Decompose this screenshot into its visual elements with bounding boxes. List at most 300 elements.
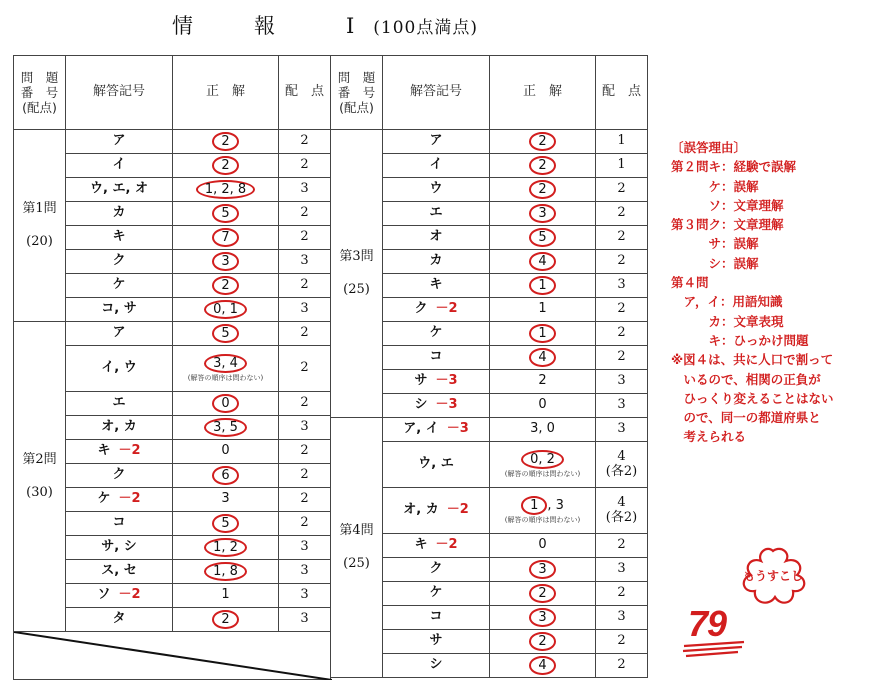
title-part1: 情: [171, 14, 194, 38]
points-cell: [279, 536, 331, 560]
points-cell: [279, 226, 331, 250]
circled-answer: 2: [529, 584, 555, 603]
table-header-row: [331, 56, 648, 130]
answer-cell: [490, 442, 596, 488]
title-part2: 報: [253, 14, 276, 38]
symbol-cell: [66, 154, 173, 178]
points-cell: [596, 370, 648, 394]
answer-value: [529, 562, 555, 577]
points-value: 3: [617, 561, 626, 577]
deduction-mark: －3: [435, 397, 458, 413]
table-row: [14, 322, 331, 346]
diagonal-blank-cell: [14, 632, 331, 680]
header-points: 配 点: [279, 56, 331, 130]
table-row: [331, 418, 648, 442]
reason-line: キ：ひっかけ問題: [671, 332, 809, 348]
points-value: 2: [300, 395, 309, 411]
points-cell: [596, 202, 648, 226]
answer-value: [204, 302, 247, 317]
answer-cell: [490, 298, 596, 322]
circled-answer: 3: [529, 204, 555, 223]
table-header-row: [14, 56, 331, 130]
symbol-cell: [383, 394, 490, 418]
answer-value: [529, 206, 555, 221]
points-value: 2: [617, 585, 626, 601]
points-value: 2: [300, 277, 309, 293]
points-cell: [596, 250, 648, 274]
answer-value: [204, 540, 247, 555]
answer-text: 3, 0: [530, 421, 555, 437]
answer-symbol: ソ: [97, 587, 111, 603]
answer-text: 0: [538, 537, 547, 553]
answer-cell: [173, 560, 279, 584]
deduction-mark: －2: [435, 301, 458, 317]
score-value: 79: [688, 603, 727, 644]
points-value: 2: [617, 301, 626, 317]
answer-symbol: シ: [429, 657, 443, 673]
symbol-cell: [383, 226, 490, 250]
points-cell: [279, 346, 331, 392]
answer-symbol: キ: [429, 277, 443, 293]
deduction-mark: －2: [118, 443, 141, 459]
answer-cell: [490, 534, 596, 558]
deduction-mark: －3: [446, 421, 469, 437]
answer-cell: [173, 154, 279, 178]
answer-cell: [173, 130, 279, 154]
points-value: 3: [617, 277, 626, 293]
points-cell: [279, 130, 331, 154]
answer-text: 1: [221, 587, 230, 603]
reason-line: サ：誤解: [671, 236, 759, 252]
points-cell: [279, 488, 331, 512]
answer-value: [212, 134, 238, 149]
answer-value: [529, 182, 555, 197]
answer-text: 3: [221, 491, 230, 507]
points-value: 3: [617, 373, 626, 389]
answer-cell: [490, 370, 596, 394]
answer-value: [530, 421, 555, 436]
answer-cell: [490, 322, 596, 346]
points-cell: [279, 464, 331, 488]
answer-value: [212, 468, 238, 483]
points-value: 3: [300, 301, 309, 317]
symbol-cell: [383, 418, 490, 442]
answer-symbol: コ, サ: [101, 301, 137, 317]
deduction-mark: －2: [118, 491, 141, 507]
points-cell: [596, 154, 648, 178]
circled-answer: 3, 4: [204, 354, 247, 373]
circled-answer: 1: [529, 324, 555, 343]
answer-symbol: ケ: [429, 325, 443, 341]
points-value: 2: [617, 205, 626, 221]
points-value: 4: [617, 494, 626, 510]
order-note: (解答の順序は問わない): [504, 516, 581, 524]
answer-cell: [490, 250, 596, 274]
symbol-cell: [66, 202, 173, 226]
points-value: 1: [617, 157, 626, 173]
answer-value: [529, 278, 555, 293]
points-value: 3: [300, 539, 309, 555]
error-reasons-note: [671, 138, 891, 447]
section-cell: [14, 130, 66, 322]
answer-value: [212, 278, 238, 293]
answer-table-left: [13, 55, 331, 680]
symbol-cell: [66, 392, 173, 416]
symbol-cell: [383, 274, 490, 298]
points-value: 3: [300, 419, 309, 435]
circled-answer: 2: [529, 632, 555, 651]
symbol-cell: [383, 488, 490, 534]
table-row: [331, 130, 648, 154]
points-cell: [279, 298, 331, 322]
reason-line: カ：文章表現: [671, 313, 784, 329]
answer-value: [212, 612, 238, 627]
answer-symbol: キ: [112, 229, 126, 245]
section-name: 第4問: [339, 522, 374, 538]
circled-answer: 2: [212, 132, 238, 151]
circled-answer: 0, 2: [521, 450, 564, 469]
answer-symbol: ク: [112, 467, 126, 483]
answer-value: [529, 158, 555, 173]
answer-cell: [173, 536, 279, 560]
circled-answer: 3: [529, 608, 555, 627]
symbol-cell: [66, 178, 173, 202]
answer-cell: [490, 274, 596, 298]
symbol-cell: [383, 130, 490, 154]
symbol-cell: [383, 370, 490, 394]
section-cell: [331, 418, 383, 678]
points-value: 2: [617, 537, 626, 553]
points-cell: [279, 416, 331, 440]
circled-answer: 1: [521, 496, 547, 515]
answer-value: [212, 516, 238, 531]
symbol-cell: [66, 346, 173, 392]
symbol-cell: [383, 322, 490, 346]
points-value: 1: [617, 133, 626, 149]
answer-cell: [173, 250, 279, 274]
answer-value: [221, 587, 229, 602]
answer-symbol: イ: [112, 157, 126, 173]
answer-symbol: イ, ウ: [101, 360, 137, 376]
points-value: 3: [300, 253, 309, 269]
reason-line: 第３問ク：文章理解: [671, 217, 784, 233]
reason-line: ので、同一の都道府県と: [671, 410, 821, 426]
answer-symbol: ア: [429, 133, 443, 149]
points-value: 3: [617, 421, 626, 437]
answer-value: [529, 586, 555, 601]
circled-answer: 2: [529, 156, 555, 175]
points-value: 2: [300, 205, 309, 221]
section-name: 第1問: [22, 200, 57, 216]
points-cell: [596, 178, 648, 202]
sakura-stamp: [731, 547, 815, 609]
points-value: 2: [300, 229, 309, 245]
points-value: 2: [617, 229, 626, 245]
points-value: 2: [300, 325, 309, 341]
answer-text: 0: [221, 443, 230, 459]
points-value: 3: [617, 397, 626, 413]
answer-cell: [173, 298, 279, 322]
deduction-mark: －2: [118, 587, 141, 603]
answer-value: [212, 206, 238, 221]
header-symbol: 解答記号: [383, 56, 490, 130]
symbol-cell: [383, 298, 490, 322]
answer-value: [529, 350, 555, 365]
answer-cell: [490, 130, 596, 154]
circled-answer: 2: [212, 610, 238, 629]
points-cell: [596, 418, 648, 442]
points-cell: [596, 654, 648, 678]
circled-answer: 3, 5: [204, 418, 247, 437]
points-cell: [596, 274, 648, 298]
answer-symbol: ケ: [97, 491, 111, 507]
answer-value: [529, 634, 555, 649]
circled-answer: 3: [529, 560, 555, 579]
answer-value: [521, 498, 564, 513]
answer-cell: [173, 178, 279, 202]
answer-symbol: ア: [112, 133, 126, 149]
header-question-number: 問 題 番 号 (配点): [14, 56, 66, 130]
answer-symbol: イ: [429, 157, 443, 173]
answer-value: [538, 397, 546, 412]
answer-cell: [173, 416, 279, 440]
title-part4: (100点満点): [373, 18, 478, 38]
circled-answer: 0, 1: [204, 300, 247, 319]
points-value: 2: [617, 181, 626, 197]
answer-symbol: ア: [112, 325, 126, 341]
points-cell: [279, 202, 331, 226]
points-cell: [279, 560, 331, 584]
answer-value: [204, 420, 247, 435]
score-underline: [680, 640, 750, 658]
reason-line: 〔誤答理由〕: [671, 140, 747, 155]
table-row: [14, 130, 331, 154]
points-cell: [596, 534, 648, 558]
circled-answer: 1, 2: [204, 538, 247, 557]
section-cell: [14, 322, 66, 632]
answer-cell: [490, 654, 596, 678]
order-note: (解答の順序は問わない): [187, 374, 264, 382]
answer-symbol: ケ: [429, 585, 443, 601]
points-cell: [279, 608, 331, 632]
points-cell: [596, 630, 648, 654]
reason-line: ソ：文章理解: [671, 197, 784, 213]
answer-symbol: コ: [429, 609, 443, 625]
points-value: 2: [300, 443, 309, 459]
answer-cell: [173, 202, 279, 226]
deduction-mark: －2: [446, 502, 469, 518]
points-cell: [279, 178, 331, 202]
points-cell: [596, 488, 648, 534]
diagonal-line: [14, 632, 332, 680]
answer-cell: [490, 394, 596, 418]
section-points: (20): [26, 233, 53, 249]
points-value: 2: [300, 133, 309, 149]
answer-value: [221, 443, 229, 458]
symbol-cell: [383, 630, 490, 654]
answer-value: [529, 658, 555, 673]
points-each: (各2): [605, 463, 638, 479]
points-value: 3: [617, 609, 626, 625]
answer-symbol: サ: [414, 373, 428, 389]
answer-symbol: サ, シ: [101, 539, 137, 555]
answer-cell: [490, 154, 596, 178]
points-each: (各2): [605, 509, 638, 525]
header-answer: 正 解: [173, 56, 279, 130]
points-value: 3: [300, 611, 309, 627]
points-cell: [279, 584, 331, 608]
answer-symbol: ク: [414, 301, 428, 317]
symbol-cell: [66, 440, 173, 464]
answer-value: [529, 134, 555, 149]
circled-answer: 1, 8: [204, 562, 247, 581]
section-name: 第3問: [339, 248, 374, 264]
answer-value: [196, 182, 255, 197]
points-cell: [596, 130, 648, 154]
reason-line: 第２問キ：経験で誤解: [671, 159, 797, 175]
points-value: 3: [300, 181, 309, 197]
symbol-cell: [66, 512, 173, 536]
answer-symbol: ス, セ: [101, 563, 137, 579]
symbol-cell: [66, 298, 173, 322]
answer-cell: [490, 606, 596, 630]
answer-symbol: タ: [112, 611, 126, 627]
symbol-cell: [383, 178, 490, 202]
symbol-cell: [383, 202, 490, 226]
points-cell: [279, 322, 331, 346]
symbol-cell: [66, 322, 173, 346]
reason-line: 考えられる: [671, 429, 747, 445]
answer-cell: [173, 584, 279, 608]
symbol-cell: [66, 226, 173, 250]
symbol-cell: [383, 606, 490, 630]
answer-symbol: オ, カ: [403, 502, 439, 518]
symbol-cell: [66, 608, 173, 632]
deduction-mark: －3: [435, 373, 458, 389]
circled-answer: 2: [529, 180, 555, 199]
answer-symbol: コ: [429, 349, 443, 365]
reason-line: ケ：誤解: [671, 178, 759, 194]
answer-symbol: ウ: [429, 181, 443, 197]
answer-value: [521, 452, 564, 467]
answer-table-right: [330, 55, 648, 678]
answer-symbol: ク: [429, 561, 443, 577]
points-cell: [596, 346, 648, 370]
symbol-cell: [66, 130, 173, 154]
points-value: 2: [300, 157, 309, 173]
section-points: (30): [26, 484, 53, 500]
answer-symbol: カ: [112, 205, 126, 221]
order-note: (解答の順序は問わない): [504, 470, 581, 478]
points-value: 2: [617, 349, 626, 365]
answer-symbol: ケ: [112, 277, 126, 293]
circled-answer: 5: [529, 228, 555, 247]
answer-value: [529, 326, 555, 341]
answer-symbol: ウ, エ: [418, 456, 454, 472]
points-cell: [596, 606, 648, 630]
circled-answer: 2: [529, 132, 555, 151]
points-cell: [596, 582, 648, 606]
answer-cell: [173, 322, 279, 346]
circled-answer: 5: [212, 324, 238, 343]
answer-text: 0: [538, 397, 547, 413]
answer-symbol: キ: [97, 443, 111, 459]
answer-symbol: オ, カ: [101, 419, 137, 435]
symbol-cell: [66, 560, 173, 584]
answer-text: 2: [538, 373, 547, 389]
title-part3: Ⅰ: [345, 14, 356, 38]
points-cell: [596, 298, 648, 322]
points-value: 2: [617, 325, 626, 341]
answer-value: [529, 230, 555, 245]
symbol-cell: [66, 416, 173, 440]
header-symbol: 解答記号: [66, 56, 173, 130]
answer-value: [204, 356, 247, 371]
reason-line: いるので、相関の正負が: [671, 371, 821, 387]
circled-answer: 5: [212, 204, 238, 223]
points-cell: [279, 440, 331, 464]
answer-symbol: サ: [429, 633, 443, 649]
points-value: 3: [300, 563, 309, 579]
answer-value: [204, 564, 247, 579]
symbol-cell: [383, 250, 490, 274]
answer-symbol: ク: [112, 253, 126, 269]
symbol-cell: [383, 558, 490, 582]
answer-cell: [173, 512, 279, 536]
points-cell: [596, 226, 648, 250]
answer-value: [538, 301, 546, 316]
answer-value: [212, 254, 238, 269]
answer-cell: [173, 488, 279, 512]
circled-answer: 4: [529, 656, 555, 675]
answer-symbol: エ: [112, 395, 126, 411]
reason-line: シ：誤解: [671, 255, 759, 271]
answer-symbol: オ: [429, 229, 443, 245]
section-points: (25): [343, 281, 370, 297]
answer-cell: [173, 464, 279, 488]
answer-cell: [173, 440, 279, 464]
circled-answer: 2: [212, 276, 238, 295]
answer-cell: [490, 630, 596, 654]
circled-answer: 4: [529, 252, 555, 271]
points-value: 2: [617, 253, 626, 269]
symbol-cell: [383, 654, 490, 678]
answer-value: [212, 396, 238, 411]
points-value: 2: [300, 515, 309, 531]
symbol-cell: [66, 536, 173, 560]
symbol-cell: [383, 534, 490, 558]
symbol-cell: [66, 488, 173, 512]
points-cell: [279, 512, 331, 536]
points-cell: [279, 274, 331, 298]
deduction-mark: －2: [435, 537, 458, 553]
blank-row: [14, 632, 331, 680]
reason-line: ア，イ：用語知識: [671, 294, 783, 310]
answer-symbol: シ: [414, 397, 428, 413]
points-cell: [596, 558, 648, 582]
answer-text: 1: [538, 301, 547, 317]
reason-line: 第４問: [671, 275, 709, 291]
answer-cell: [490, 202, 596, 226]
answer-cell: [490, 178, 596, 202]
answer-value: [212, 326, 238, 341]
symbol-cell: [66, 250, 173, 274]
symbol-cell: [383, 442, 490, 488]
circled-answer: 1, 2, 8: [196, 180, 255, 199]
points-value: 2: [300, 491, 309, 507]
answer-cell: [490, 582, 596, 606]
answer-cell: [173, 608, 279, 632]
